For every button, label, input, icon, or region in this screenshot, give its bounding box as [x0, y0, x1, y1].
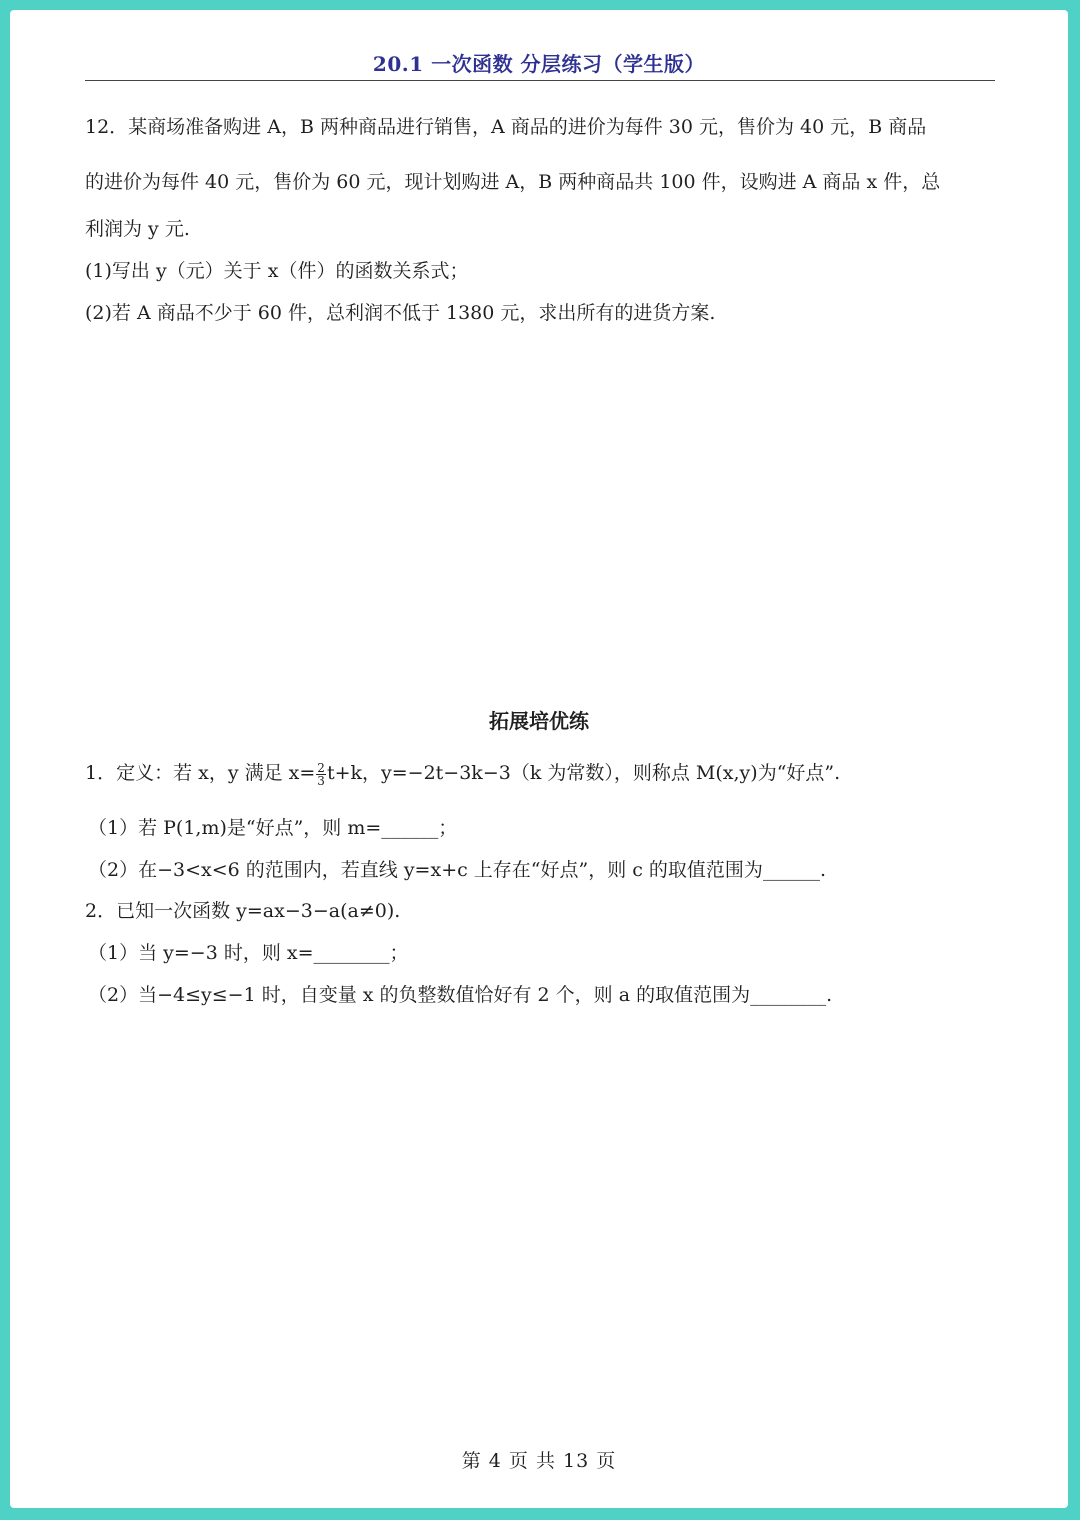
ext1-suffix: t+k，y=−2t−3k−3（k 为常数），则称点 M(x,y)为“好点”.	[326, 762, 841, 784]
ext1-definition	[85, 758, 1005, 787]
q12-part-1: (1)写出 y（元）关于 x（件）的函数关系式；	[85, 260, 469, 282]
fraction-numerator: 2	[317, 760, 325, 775]
section-title: 拓展培优练	[489, 709, 589, 733]
page-footer: 第 4 页 共 13 页	[461, 1450, 617, 1472]
ext2-part-1: （1）当 y=−3 时，则 x=________；	[88, 942, 409, 964]
ext2-part-2: （2）当−4≤y≤−1 时，自变量 x 的负整数值恰好有 2 个，则 a 的取值范围为________.	[88, 984, 833, 1006]
header-divider	[85, 80, 995, 81]
fraction-two-thirds	[316, 762, 326, 787]
q12-line-2: 的进价为每件 40 元，售价为 60 元，现计划购进 A，B 两种商品共 100 件，设购进 A 商品 x 件，总	[85, 171, 941, 193]
fraction-denominator: 3	[317, 773, 325, 788]
ext1-prefix: 1．定义：若 x，y 满足 x=	[85, 762, 316, 784]
page-header-title: 20.1 一次函数 分层练习（学生版）	[372, 52, 706, 76]
ext1-part-1: （1）若 P(1,m)是“好点”，则 m=______；	[88, 817, 458, 839]
q12-line-3: 利润为 y 元.	[85, 218, 190, 240]
q12-part-2: (2)若 A 商品不少于 60 件，总利润不低于 1380 元，求出所有的进货方案.	[85, 302, 716, 324]
ext2-statement: 2．已知一次函数 y=ax−3−a(a≠0).	[85, 900, 401, 922]
document-page	[10, 10, 1068, 1508]
q12-line-1: 12．某商场准备购进 A，B 两种商品进行销售，A 商品的进价为每件 30 元，售价为 40 元，B 商品	[85, 116, 927, 138]
ext1-part-2: （2）在−3<x<6 的范围内，若直线 y=x+c 上存在“好点”，则 c 的取值范围为______.	[88, 859, 826, 881]
